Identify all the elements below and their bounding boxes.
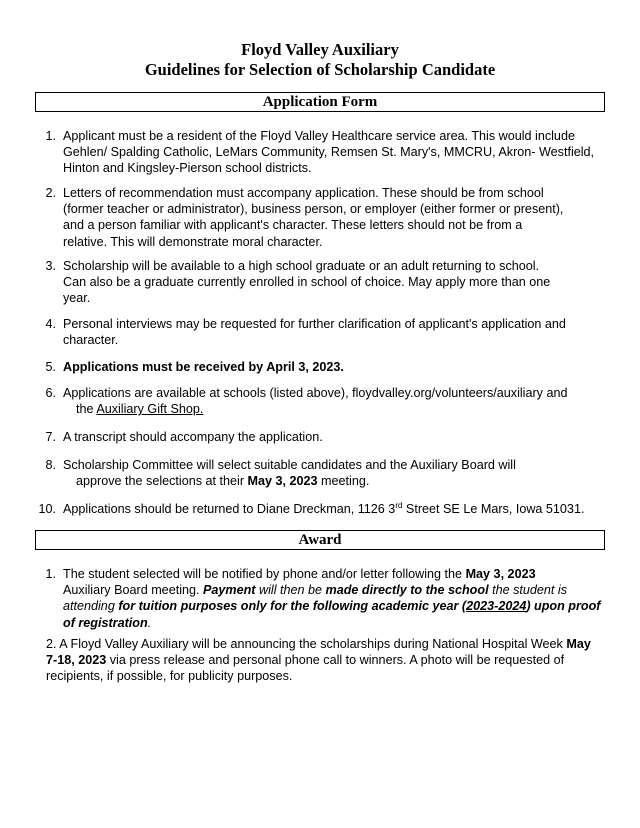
item-text: approve the selections at their <box>76 474 248 489</box>
item-line: and a person familiar with applicant's character. These letters should not be from a <box>63 218 523 233</box>
item-line <box>63 566 600 582</box>
item-line: relative. This will demonstrate moral character. <box>63 234 323 249</box>
announcement-date: 7-18, 2023 <box>46 653 107 668</box>
ordinal-suffix: rd <box>395 501 403 510</box>
item-text: for tuition purposes only for the following academic year ( <box>118 599 467 614</box>
application-item-7: A transcript should accompany the application. <box>63 430 323 444</box>
item-line: character. <box>63 333 119 348</box>
auxiliary-gift-shop-link[interactable]: Auxiliary Gift Shop. <box>96 402 204 417</box>
item-line: Scholarship Committee will select suitable candidates and the Auxiliary Board will <box>63 458 516 472</box>
application-form-heading: Application Form <box>35 92 605 112</box>
academic-year: 2023-2024 <box>466 599 527 614</box>
item-text: Payment <box>203 583 256 598</box>
item-text: will then be <box>255 583 326 598</box>
item-line <box>63 598 600 614</box>
item-number: 1. <box>45 129 56 143</box>
meeting-date: May 3, 2023 <box>465 567 536 581</box>
item-number: 3. <box>45 259 56 273</box>
item-line: year. <box>63 291 91 306</box>
application-item-4 <box>63 316 566 348</box>
item-line <box>63 615 600 631</box>
item-text: The student selected will be notified by phone and/or letter following the <box>63 567 466 581</box>
item-line: Hinton and Kingsley-Pierson school districts. <box>63 161 312 176</box>
item-text: ) upon proof <box>526 599 601 614</box>
application-item-6 <box>63 385 568 417</box>
item-text: attending <box>63 599 119 614</box>
item-line: Letters of recommendation must accompany application. These should be from school <box>63 186 544 200</box>
item-line: Applicant must be a resident of the Floyd Valley Healthcare service area. This would include <box>63 129 575 143</box>
page-title: Floyd Valley Auxiliary <box>241 40 399 59</box>
item-number: 5. <box>45 360 56 374</box>
application-item-5: Applications must be received by April 3, 2023. <box>63 360 344 374</box>
page-subtitle: Guidelines for Selection of Scholarship Candidate <box>144 60 496 79</box>
item-line: (former teacher or administrator), business person, or employer (either former or present), <box>63 202 564 217</box>
item-number: 1. <box>45 567 56 581</box>
application-item-10 <box>63 501 584 517</box>
application-item-2 <box>63 185 563 250</box>
item-text: . <box>147 615 152 630</box>
item-line <box>63 401 568 417</box>
item-number: 10. <box>38 502 56 516</box>
item-line: Personal interviews may be requested for further clarification of applicant's application and <box>63 317 566 331</box>
item-line: Gehlen/ Spalding Catholic, LeMars Community, Remsen St. Mary's, MMCRU, Akron- Westfield, <box>63 145 595 160</box>
item-text: Applications should be returned to Diane Dreckman, 1126 3 <box>63 502 396 516</box>
item-number: 6. <box>45 386 56 400</box>
item-text: Street SE Le Mars, Iowa 51031. <box>402 502 585 516</box>
award-item-1 <box>63 566 600 631</box>
award-item-2 <box>46 636 591 685</box>
item-number: 4. <box>45 317 56 331</box>
item-line: recipients, if possible, for publicity purposes. <box>46 669 293 684</box>
item-text: the <box>76 402 97 417</box>
item-line <box>63 473 516 489</box>
item-line <box>46 636 591 652</box>
application-item-3 <box>63 258 550 307</box>
meeting-date: May 3, 2023 <box>247 474 318 489</box>
item-text: meeting. <box>317 474 370 489</box>
item-line <box>46 652 591 668</box>
item-text: Auxiliary Board meeting. <box>63 583 203 598</box>
item-number: 7. <box>45 430 56 444</box>
item-number: 2. <box>45 186 56 200</box>
item-text: made directly to the school <box>325 583 489 598</box>
item-line: Can also be a graduate currently enrolled in school of choice. May apply more than one <box>63 275 551 290</box>
award-heading: Award <box>35 530 605 550</box>
item-line: Scholarship will be available to a high school graduate or an adult returning to school. <box>63 259 540 273</box>
item-line: Applications are available at schools (listed above), floydvalley.org/volunteers/auxiliary and <box>63 386 568 400</box>
item-text: 2. A Floyd Valley Auxiliary will be announcing the scholarships during National Hospital Week <box>46 637 567 651</box>
application-item-8 <box>63 457 516 489</box>
item-text: via press release and personal phone call to winners. A photo will be requested of <box>106 653 565 668</box>
application-item-1 <box>63 128 594 177</box>
announcement-date: May <box>566 637 591 651</box>
item-line <box>63 582 600 598</box>
item-text: of registration <box>63 615 148 630</box>
item-number: 8. <box>45 458 56 472</box>
item-text: the student is <box>488 583 567 598</box>
